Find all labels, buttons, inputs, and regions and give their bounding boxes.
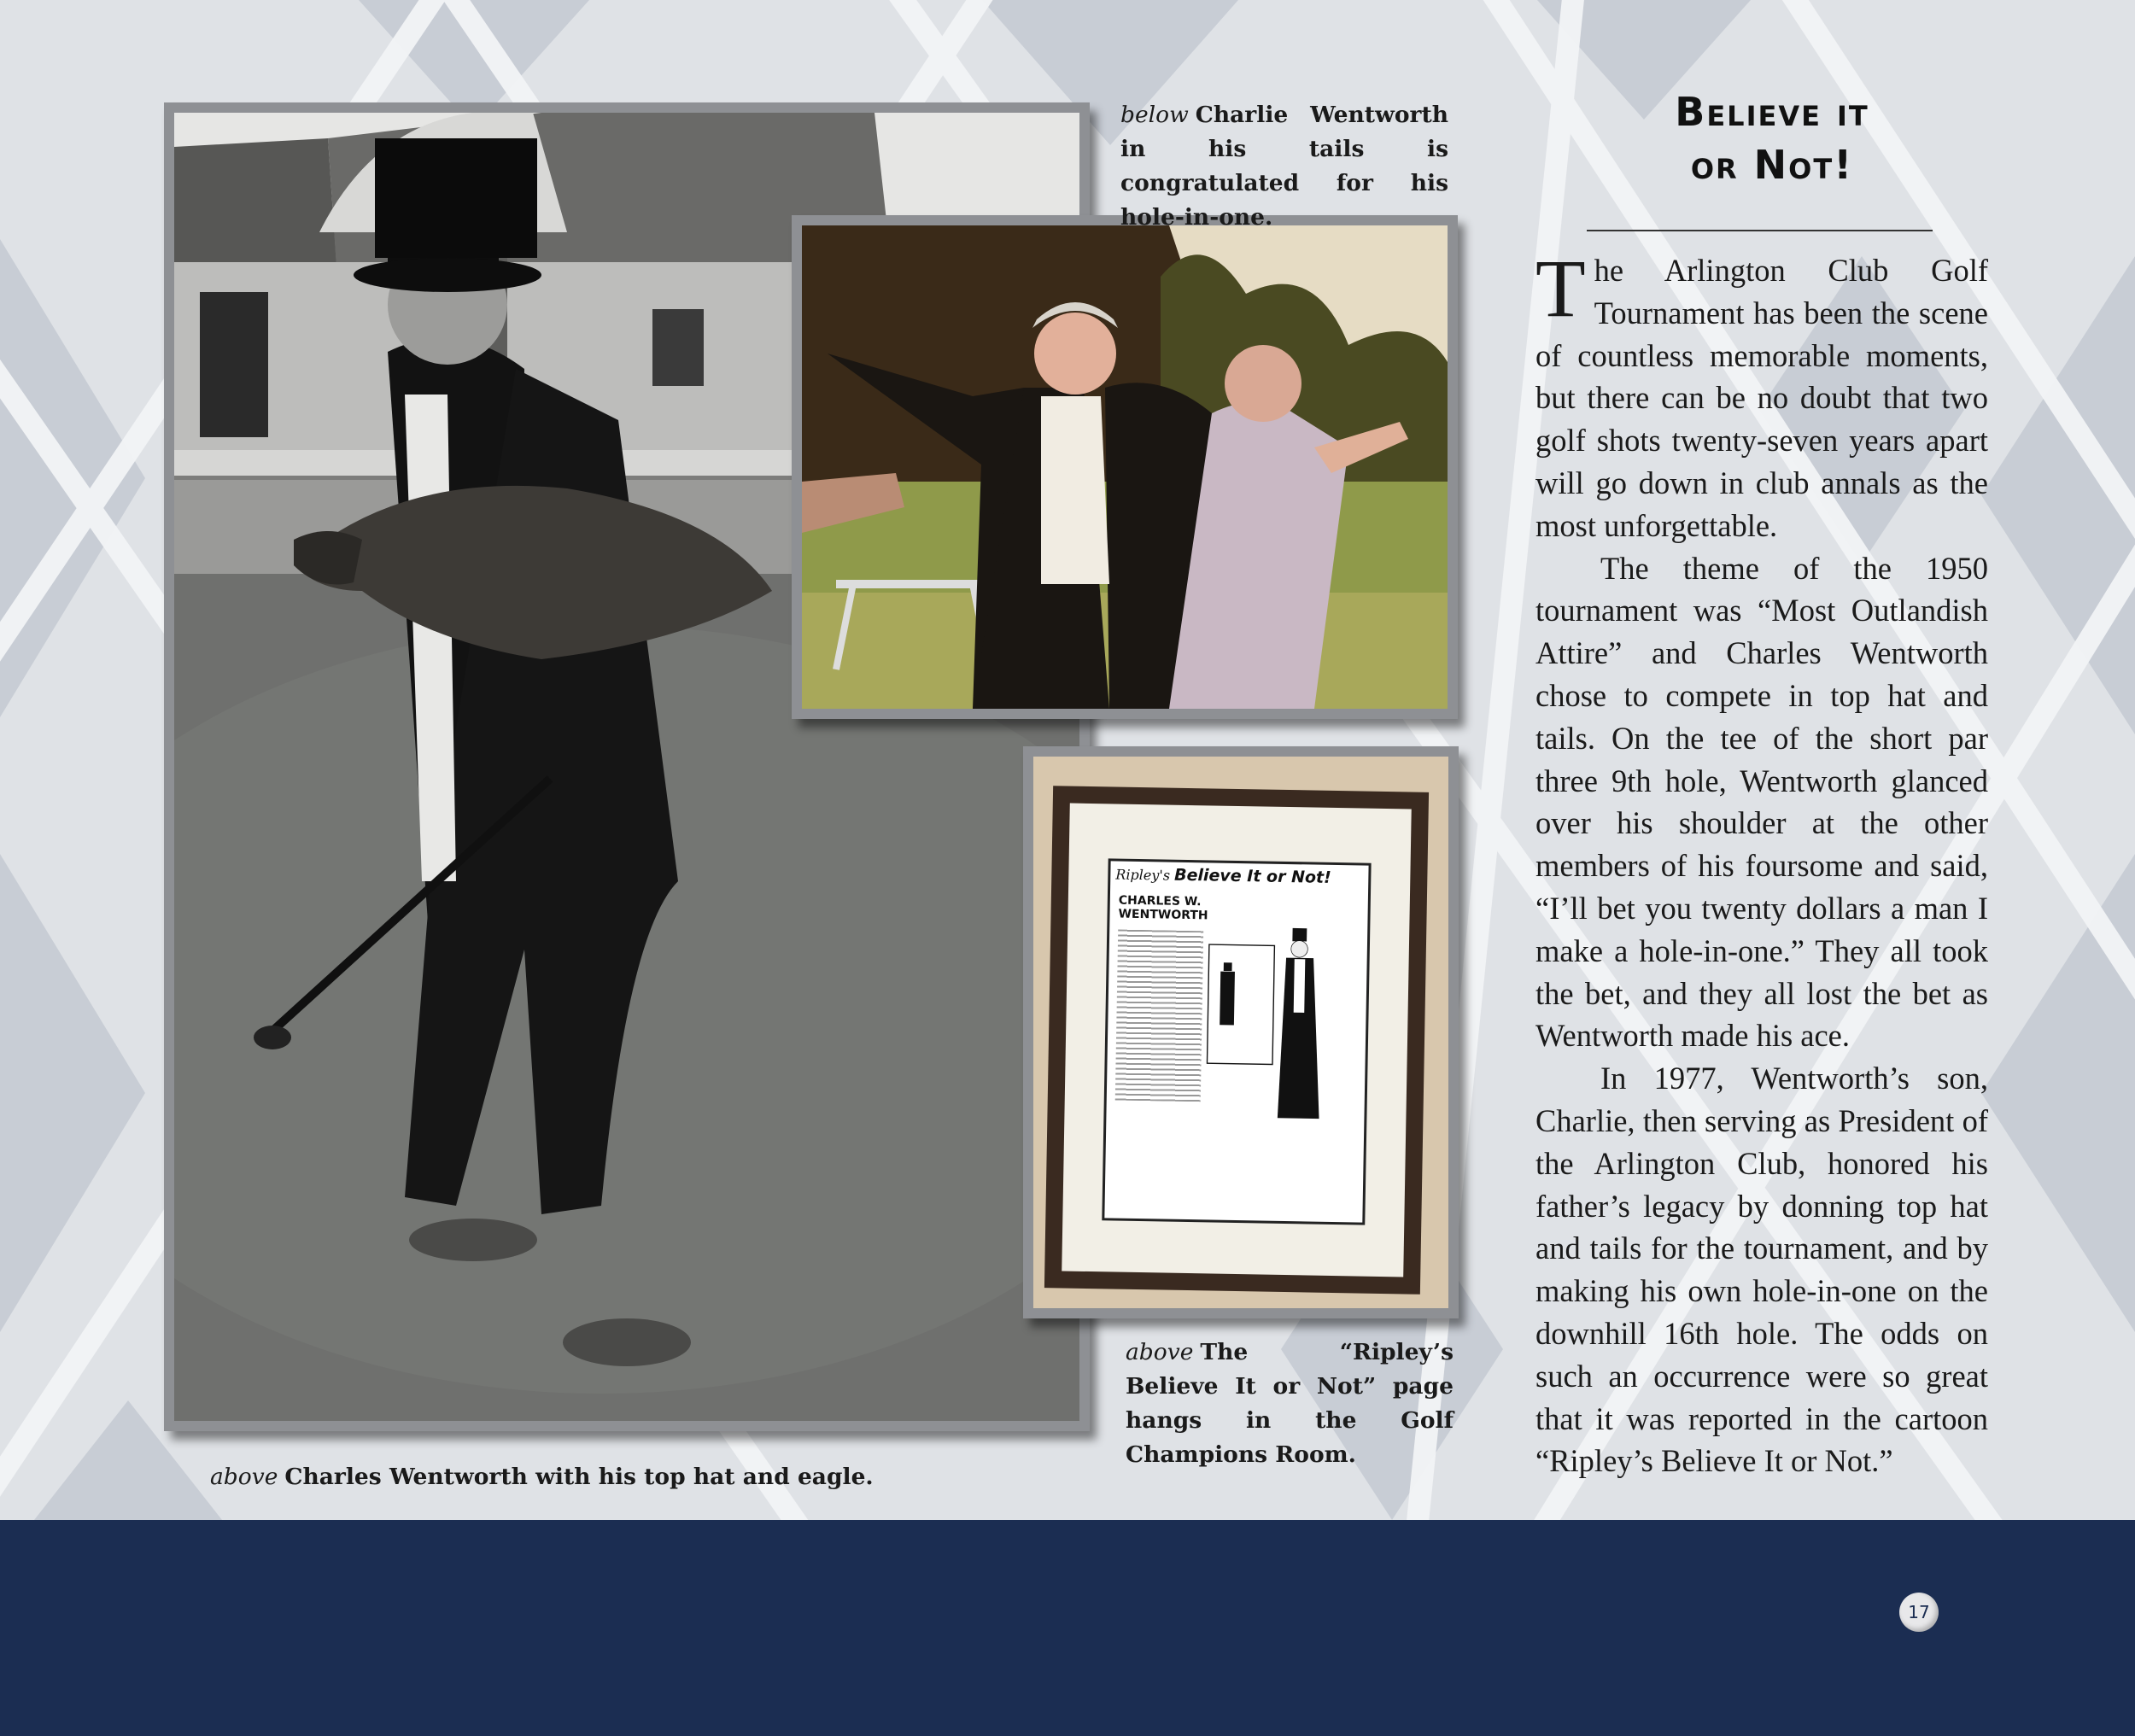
ripley-cartoon (1102, 858, 1371, 1225)
article-body (1535, 243, 1988, 1482)
ripley-photo-caption (1126, 1336, 1454, 1472)
article-paragraph-2: The theme of the 1950 tournament was “Most Outlandish Attire” and Charles Wentworth chose to compete in top hat and tails. On the tee of the short par three 9th hole, Wentworth glanced over his shoulder at the other members of his foursome and said, “I’ll bet you twenty dollars a man I make a hole-in-one.” They all took the bet, and they all lost the bet as Wentworth made his ace. (1535, 550, 1988, 1054)
picture-frame (1044, 786, 1429, 1295)
article-paragraph-3: In 1977, Wentworth’s son, Charlie, then serving as President of the Arlington Club, honored his father’s legacy by donning top hat and tails for the tournament, and by making his own hole-in-one on the downhill 16th hole. The odds on such an occurrence were so great that it was reported in the cartoon “Ripley’s Believe It or Not.” (1535, 1061, 1988, 1479)
ripley-text-block (1115, 930, 1203, 1102)
title-divider (1587, 230, 1933, 231)
party-photo (802, 225, 1448, 709)
drop-cap: T (1535, 243, 1586, 334)
ripley-headline: Believe It or Not! (1173, 865, 1331, 887)
caption-text: Charles Wentworth with his top hat and eagle. (284, 1464, 874, 1490)
paragraph-1-text: he Arlington Club Golf Tournament has been the scene of countless memorable moments, but there can be no doubt that two golf shots twenty-seven years apart will go down in club annals as the most unforgettable. (1535, 253, 1988, 543)
picture-matte (1062, 804, 1412, 1277)
article-paragraph-1 (1535, 243, 1988, 547)
celebration-photo (802, 225, 1448, 709)
ripley-logo: Ripley's (1115, 866, 1171, 884)
page-number: 17 (1899, 1593, 1939, 1632)
footer-band (0, 1520, 2135, 1736)
ripley-illustration (1199, 897, 1341, 1172)
ripley-photo-frame (1023, 746, 1459, 1318)
main-photo-caption (210, 1460, 979, 1494)
title-line-2: or Not! (1690, 142, 1854, 188)
caption-text: The “Ripley’s Believe It or Not” page hangs in the Golf Champions Room. (1126, 1339, 1454, 1468)
ripley-photo (1033, 757, 1448, 1308)
ripley-name-line1: CHARLES W. (1118, 893, 1202, 909)
caption-lead: above (210, 1464, 278, 1490)
article-title (1584, 85, 1960, 191)
caption-text: Charlie Wentworth in his tails is congratulated for his hole-in-one. (1120, 102, 1448, 231)
title-line-1: Believe it (1675, 89, 1869, 135)
party-photo-frame (792, 215, 1458, 719)
caption-lead: above (1126, 1339, 1194, 1365)
ripley-name-line2: WENTWORTH (1118, 907, 1208, 923)
caption-lead: below (1120, 102, 1189, 128)
party-photo-caption (1120, 98, 1448, 235)
